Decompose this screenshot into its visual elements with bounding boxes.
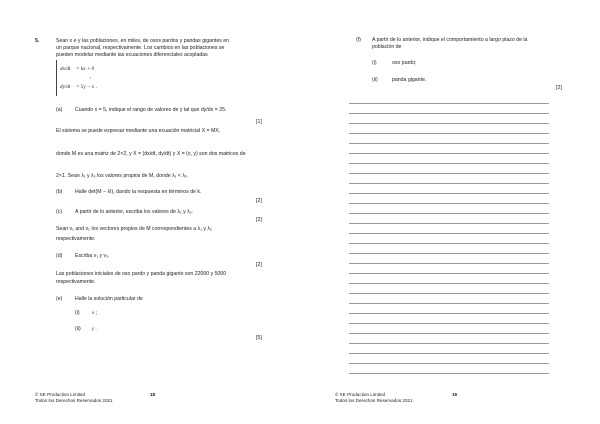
population-line-1: Las poblaciones iniciales de oso pardo y panda gigante son 22000 y 5000 — [56, 271, 227, 277]
part-e-ii-text: y . — [92, 326, 97, 332]
eigenvalue-text: 2×1. Sean λ₁ y λ₂ los valores propios de M, donde λ₁ < λ₂. — [56, 173, 189, 179]
answer-line — [349, 223, 549, 224]
equation-2-rhs: = 5y − x — [76, 84, 95, 90]
intro-line-3: pueden modelar mediante las ecuaciones diferenciales acopladas — [56, 52, 208, 58]
intro-line-1: Sean x e y las poblaciones, en miles, de osos pardos y pandas gigantes en — [56, 38, 230, 44]
answer-line — [349, 363, 549, 364]
answer-line — [349, 123, 549, 124]
question-number: 5. — [35, 38, 40, 44]
part-d-mark: [2] — [256, 262, 262, 268]
right-page-number: 19 — [452, 392, 458, 397]
system-text: El sistema se puede expresar mediante una ecuación matricial X = MX, — [56, 128, 221, 134]
answer-line — [349, 263, 549, 264]
answer-line — [349, 303, 549, 304]
population-line-2: respectivamente. — [56, 279, 96, 285]
answer-line — [349, 203, 549, 204]
answer-line — [349, 353, 549, 354]
part-c-text: A partir de lo anterior, escriba los valores de λ₁ y λ₂. — [75, 209, 194, 215]
answer-line — [349, 323, 549, 324]
part-a-mark: [1] — [256, 119, 262, 125]
answer-line — [349, 183, 549, 184]
answer-line — [349, 343, 549, 344]
answer-line — [349, 103, 549, 104]
part-f-text-2: población de — [372, 44, 402, 50]
part-b-mark: [2] — [256, 198, 262, 204]
left-footer-copyright: © SE Production Limited — [35, 392, 86, 397]
answer-line — [349, 283, 549, 284]
part-f-ii-label: (ii) — [372, 77, 378, 83]
answer-line — [349, 273, 549, 274]
part-e-ii-label: (ii) — [75, 326, 81, 332]
vectors-line-2: respectivamente. — [56, 236, 96, 242]
answer-line — [349, 133, 549, 134]
part-c-label: (c) — [56, 209, 63, 215]
part-f-i-text: oso pardo; — [392, 60, 417, 66]
equation-1-lhs: dx/dt — [60, 66, 71, 72]
part-d-text: Escriba v₁ y v₂. — [75, 253, 110, 259]
answer-line — [349, 373, 549, 374]
equation-comma: , — [90, 74, 92, 80]
answer-line — [349, 193, 549, 194]
answer-line — [349, 213, 549, 214]
answer-line — [349, 333, 549, 334]
intro-line-2: un parque nacional, respectivamente. Los cambios en las poblaciones se — [56, 45, 225, 51]
right-footer-copyright: © SE Production Limited — [335, 392, 386, 397]
right-footer-rights: Todos los Derechos Reservados 2021 — [335, 398, 413, 403]
answer-line — [349, 143, 549, 144]
answer-line — [349, 313, 549, 314]
part-f-i-label: (i) — [372, 60, 377, 66]
left-footer-rights: Todos los Derechos Reservados 2021 — [35, 398, 113, 403]
part-a-text: Cuando x = 5, indique el rango de valores de y tal que dy/dx = 25. — [75, 107, 227, 113]
equation-1-rhs: = kx + 0 — [76, 66, 95, 72]
answer-line — [349, 163, 549, 164]
answer-line — [349, 253, 549, 254]
answer-line — [349, 153, 549, 154]
part-e-text: Halle la solución particular de — [75, 296, 143, 302]
part-f-text-1: A partir de lo anterior, indique el comportamiento a largo plazo de la — [372, 37, 528, 43]
part-e-label: (e) — [56, 296, 63, 302]
donde-text: donde M es una matriz de 2×2, y Ẋ = (dx/dt, dy/dt) y X = (x, y) son dos matrices de — [56, 151, 246, 157]
part-e-i-label: (i) — [75, 310, 80, 316]
part-e-i-text: x ; — [92, 310, 98, 316]
part-d-label: (d) — [56, 253, 63, 259]
part-a-label: (a) — [56, 107, 63, 113]
part-c-mark: [2] — [256, 217, 262, 223]
answer-line — [349, 243, 549, 244]
part-f-ii-text: panda gigante. — [392, 77, 427, 83]
part-e-mark: [5] — [256, 335, 262, 341]
equation-period: . — [96, 84, 98, 90]
answer-line — [349, 173, 549, 174]
left-page-number: 18 — [150, 392, 156, 397]
answer-line — [349, 293, 549, 294]
vectors-line-1: Sean v₁ and v₂ los vectores propios de M correspondientes a λ₁ y λ₂ — [56, 226, 213, 232]
part-f-label: (f) — [356, 37, 361, 43]
answer-line — [349, 233, 549, 234]
equation-2-lhs: dy/dt — [60, 84, 71, 90]
part-b-label: (b) — [56, 189, 63, 195]
equation-brace — [56, 60, 57, 96]
part-f-mark: [2] — [556, 85, 562, 91]
part-b-text: Halle det(M − λI), dando la respuesta en términos de k. — [75, 189, 202, 195]
answer-line — [349, 113, 549, 114]
